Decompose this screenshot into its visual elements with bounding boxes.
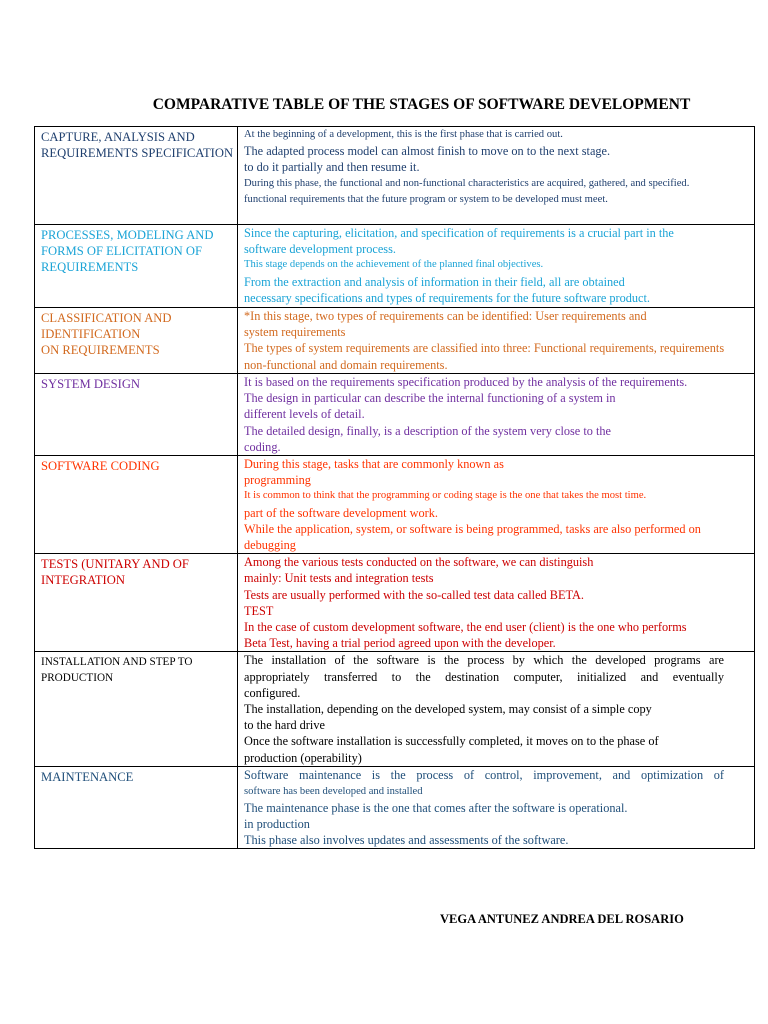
description-line: The types of system requirements are classified into three: Functional requirements, requirements (244, 341, 725, 356)
table-row (35, 127, 755, 225)
description-line: In the case of custom development software, the end user (client) is the one who performs (244, 620, 687, 635)
description-line: software has been developed and installed (244, 785, 423, 797)
description-cell (238, 308, 755, 374)
table-row (35, 308, 755, 374)
description-line: At the beginning of a development, this is the first phase that is carried out. (244, 129, 563, 140)
description-line: necessary specifications and types of requirements for the future software product. (244, 290, 650, 305)
description-line: This phase also involves updates and assessments of the software. (244, 833, 569, 848)
stage-name: CLASSIFICATION AND IDENTIFICATION ON REQUIREMENTS (41, 311, 172, 357)
description-line: From the extraction and analysis of information in their field, all are obtained (244, 274, 625, 289)
description-line: While the application, system, or software is being programmed, tasks are also performed on (244, 521, 701, 536)
description-line: During this stage, tasks that are commonly known as (244, 457, 504, 472)
description-line: It is based on the requirements specification produced by the analysis of the requirements. (244, 375, 688, 389)
description-line: non-functional and domain requirements. (244, 357, 448, 372)
description-line: different levels of detail. (244, 407, 365, 422)
description-line: It is common to think that the programming or coding stage is the one that takes the most time. (244, 490, 647, 502)
description-line: Tests are usually performed with the so-called test data called BETA. (244, 587, 584, 602)
stage-cell (35, 554, 238, 652)
description-line: to the hard drive (244, 718, 325, 733)
description-line: configured. (244, 685, 301, 700)
stage-cell (35, 767, 238, 849)
stage-cell (35, 225, 238, 308)
description-line: to do it partially and then resume it. (244, 160, 420, 175)
table-row (35, 652, 755, 767)
description-line: software development process. (244, 242, 396, 257)
author-name: VEGA ANTUNEZ ANDREA DEL ROSARIO (440, 912, 684, 926)
description-line: *In this stage, two types of requirements can be identified: User requirements and (244, 309, 647, 323)
stage-name: MAINTENANCE (41, 770, 134, 785)
table-body (35, 127, 755, 849)
stage-cell (35, 652, 238, 767)
stage-name: CAPTURE, ANALYSIS AND REQUIREMENTS SPECIFICATION (41, 130, 234, 160)
description-cell (238, 652, 755, 767)
description-cell (238, 767, 755, 849)
description-line: debugging (244, 538, 296, 553)
table-row (35, 456, 755, 554)
description-line: The design in particular can describe the internal functioning of a system in (244, 391, 616, 406)
description-line: Software maintenance is the process of control, improvement, and optimization of (244, 768, 724, 783)
description-line: During this phase, the functional and non-functional characteristics are acquired, gathered, and specified. (244, 177, 690, 189)
description-line: Once the software installation is successfully completed, it moves on to the phase of (244, 734, 659, 749)
description-line: The adapted process model can almost finish to move on to the next stage. (244, 144, 611, 159)
description-line: in production (244, 817, 310, 832)
description-line: The installation, depending on the developed system, may consist of a simple copy (244, 702, 652, 717)
stage-cell (35, 127, 238, 225)
stage-name: PROCESSES, MODELING AND FORMS OF ELICITATION OF REQUIREMENTS (41, 228, 214, 274)
description-cell (238, 374, 755, 456)
description-line: The maintenance phase is the one that comes after the software is operational. (244, 800, 628, 815)
table-row (35, 225, 755, 308)
description-line: production (operability) (244, 750, 362, 765)
stage-name: SYSTEM DESIGN (41, 377, 141, 391)
description-cell (238, 456, 755, 554)
description-line: The detailed design, finally, is a description of the system very close to the (244, 423, 611, 438)
description-line: TEST (244, 603, 274, 618)
stage-name: SOFTWARE CODING (41, 459, 160, 474)
description-line: Beta Test, having a trial period agreed upon with the developer. (244, 636, 556, 651)
description-cell (238, 127, 755, 225)
description-line: This stage depends on the achievement of the planned final objectives. (244, 259, 544, 271)
description-line: programming (244, 473, 311, 488)
table-row (35, 767, 755, 849)
table-row (35, 554, 755, 652)
description-line: The installation of the software is the process by which the developed programs are (244, 653, 724, 668)
description-line: coding. (244, 439, 281, 454)
description-line: mainly: Unit tests and integration tests (244, 571, 434, 586)
description-cell (238, 225, 755, 308)
description-line: appropriately transferred to the destination computer, initialized and eventually (244, 669, 724, 684)
stage-name: TESTS (UNITARY AND OF INTEGRATION (41, 557, 189, 588)
comparative-table (34, 126, 755, 849)
description-line: Since the capturing, elicitation, and specification of requirements is a crucial part in the (244, 226, 674, 240)
stage-cell (35, 374, 238, 456)
stage-cell (35, 456, 238, 554)
description-line: part of the software development work. (244, 505, 438, 520)
description-cell (238, 554, 755, 652)
stage-cell (35, 308, 238, 374)
description-line: functional requirements that the future program or system to be developed must meet. (244, 193, 608, 205)
description-line: system requirements (244, 325, 346, 340)
document-title: COMPARATIVE TABLE OF THE STAGES OF SOFTWARE DEVELOPMENT (152, 96, 691, 113)
table-row (35, 374, 755, 456)
description-line: Among the various tests conducted on the software, we can distinguish (244, 555, 594, 570)
stage-name: INSTALLATION AND STEP TO PRODUCTION (41, 656, 193, 685)
